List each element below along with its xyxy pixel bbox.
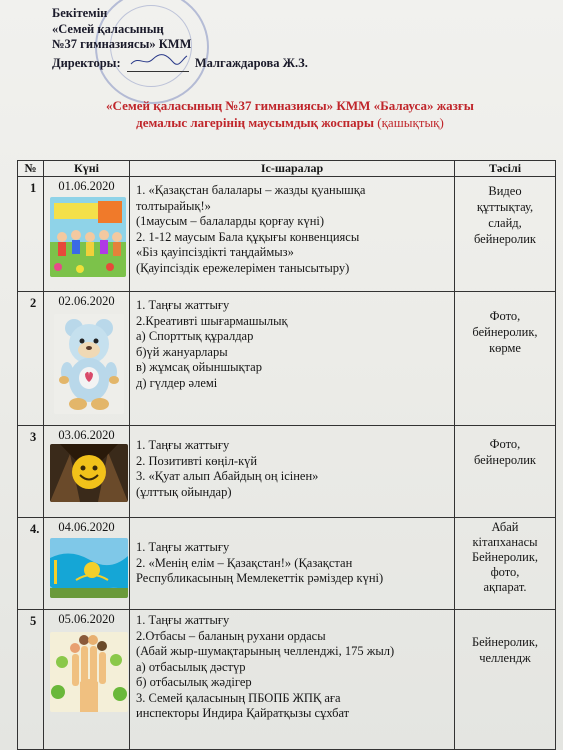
table-row xyxy=(18,426,556,518)
method-line: кітапханасы xyxy=(472,535,538,549)
method-line: Бейнеролик, xyxy=(471,635,539,649)
activity-line: 2.Отбасы – баланың рухани ордасы xyxy=(136,628,326,643)
row-activities xyxy=(130,426,455,518)
plan-table xyxy=(17,160,556,750)
activity-line: (ұлттық ойындар) xyxy=(136,484,232,499)
activity-line: а) отбасылық дәстүр xyxy=(136,659,246,674)
row-date-cell xyxy=(44,610,130,750)
row-method xyxy=(455,426,556,518)
table-row xyxy=(18,610,556,750)
activity-line: а) Спорттық құралдар xyxy=(136,329,254,343)
method-line: Видео xyxy=(488,184,522,198)
approval-line-1: Бекітемін xyxy=(52,6,108,20)
method-line: Бейнеролик, xyxy=(471,550,539,564)
approval-line-4 xyxy=(52,53,308,73)
row-activities xyxy=(130,177,455,292)
method-line: құттықтау, xyxy=(476,200,534,214)
title-line-2-main: демалыс лагерінің маусымдық жоспары xyxy=(136,115,375,130)
activity-line: (Қауіпсіздік ережелерімен танысытыру) xyxy=(136,260,350,275)
activity-line: 2.Креативті шығармашылық xyxy=(136,313,288,328)
method-line: бейнеролик xyxy=(473,453,536,467)
activity-line: д) гүлдер әлемі xyxy=(136,375,218,390)
method-line: Фото, xyxy=(489,309,521,323)
method-line: бейнеролик, xyxy=(472,325,538,339)
row-date: 05.06.2020 xyxy=(58,612,115,626)
title-line-2-suffix: (қашықтық) xyxy=(377,115,444,130)
activity-line: 3. Семей қаласының ПБОПБ ЖПҚ аға xyxy=(136,690,341,705)
header-number: № xyxy=(18,161,44,177)
title-line-2 xyxy=(30,114,550,131)
row-number: 4. xyxy=(18,518,44,610)
table-row xyxy=(18,177,556,292)
activity-line: 2. Позитивті көңіл-күй xyxy=(136,453,258,468)
row-date-cell xyxy=(44,426,130,518)
activity-line: б)үй жануарлары xyxy=(136,344,228,359)
row-date-cell xyxy=(44,292,130,426)
activity-line: инспекторы Индира Қайратқызы сұхбат xyxy=(136,706,350,720)
method-line: көрме xyxy=(489,341,521,355)
activity-line: в) жұмсақ ойыншықтар xyxy=(136,360,262,374)
activity-line: 1. Таңғы жаттығу xyxy=(136,298,230,312)
row-activities xyxy=(130,292,455,426)
approval-line-3: №37 гимназиясы» КММ xyxy=(52,37,192,51)
row-number: 5 xyxy=(18,610,44,750)
activity-line: 1. Таңғы жаттығу xyxy=(136,540,230,554)
row-date-cell xyxy=(44,518,130,610)
activity-line: (1маусым – балаларды қорғау күні) xyxy=(136,214,325,228)
children-day-poster-image xyxy=(50,197,126,277)
table-row xyxy=(18,518,556,610)
row-date: 04.06.2020 xyxy=(58,520,115,534)
activity-line: 1. Таңғы жаттығу xyxy=(136,438,230,452)
row-date: 02.06.2020 xyxy=(58,294,115,308)
activity-line: 2. «Менің елім – Қазақстан!» (Қазақстан xyxy=(136,555,353,570)
row-number: 3 xyxy=(18,426,44,518)
row-date-cell xyxy=(44,177,130,292)
row-method xyxy=(455,292,556,426)
table-row xyxy=(18,292,556,426)
title-line-1: «Семей қаласының №37 гимназиясы» КММ «Балауса» жазғы xyxy=(106,98,474,113)
method-line: бейнеролик xyxy=(473,232,536,246)
director-name: Малгаждарова Ж.З. xyxy=(194,55,308,70)
row-method xyxy=(455,610,556,750)
activity-line: Республикасының Мемлекеттік рәміздер күні) xyxy=(136,571,384,585)
activity-line: б) отбасылық жәдігер xyxy=(136,675,252,689)
header-activities: Іс-шаралар xyxy=(130,161,455,177)
teddy-bear-image xyxy=(54,314,124,414)
family-hand-image xyxy=(50,632,128,712)
activity-line: 1. «Қазақстан балалары – жазды қуанышқа xyxy=(136,183,366,197)
method-line: челлендж xyxy=(479,651,531,665)
row-number: 1 xyxy=(18,177,44,292)
row-number: 2 xyxy=(18,292,44,426)
activity-line: (Абай жыр-шумақтарының челленджі, 175 жыл) xyxy=(136,644,395,658)
activity-line: 2. 1-12 маусым Бала құқығы конвенциясы xyxy=(136,229,360,244)
kazakhstan-flag-image xyxy=(50,538,128,598)
row-date: 01.06.2020 xyxy=(58,179,115,193)
table-header-row xyxy=(18,161,556,177)
method-line: Фото, xyxy=(489,437,521,451)
approval-block xyxy=(52,6,308,72)
approval-line-2: «Семей қаласының xyxy=(52,21,164,36)
method-line: Абай xyxy=(491,520,519,534)
row-activities xyxy=(130,610,455,750)
row-method xyxy=(455,177,556,292)
method-line: фото, xyxy=(490,565,520,579)
header-method: Тәсілі xyxy=(455,161,556,177)
activity-line: толтырайық!» xyxy=(136,198,211,213)
document-title xyxy=(30,97,550,131)
row-date: 03.06.2020 xyxy=(58,428,115,442)
director-label: Директоры: xyxy=(52,55,121,70)
activity-line: 1. Таңғы жаттығу xyxy=(136,613,230,627)
header-date: Күні xyxy=(44,161,130,177)
row-activities xyxy=(130,518,455,610)
method-line: ақпарат. xyxy=(483,580,527,594)
activity-line: 3. «Қуат алып Абайдың оң ісінен» xyxy=(136,469,319,483)
smiley-face-image xyxy=(50,444,128,502)
row-method xyxy=(455,518,556,610)
signature xyxy=(127,53,189,73)
activity-line: «Біз қауіпсіздікті таңдаймыз» xyxy=(136,245,294,259)
method-line: слайд, xyxy=(488,216,522,230)
